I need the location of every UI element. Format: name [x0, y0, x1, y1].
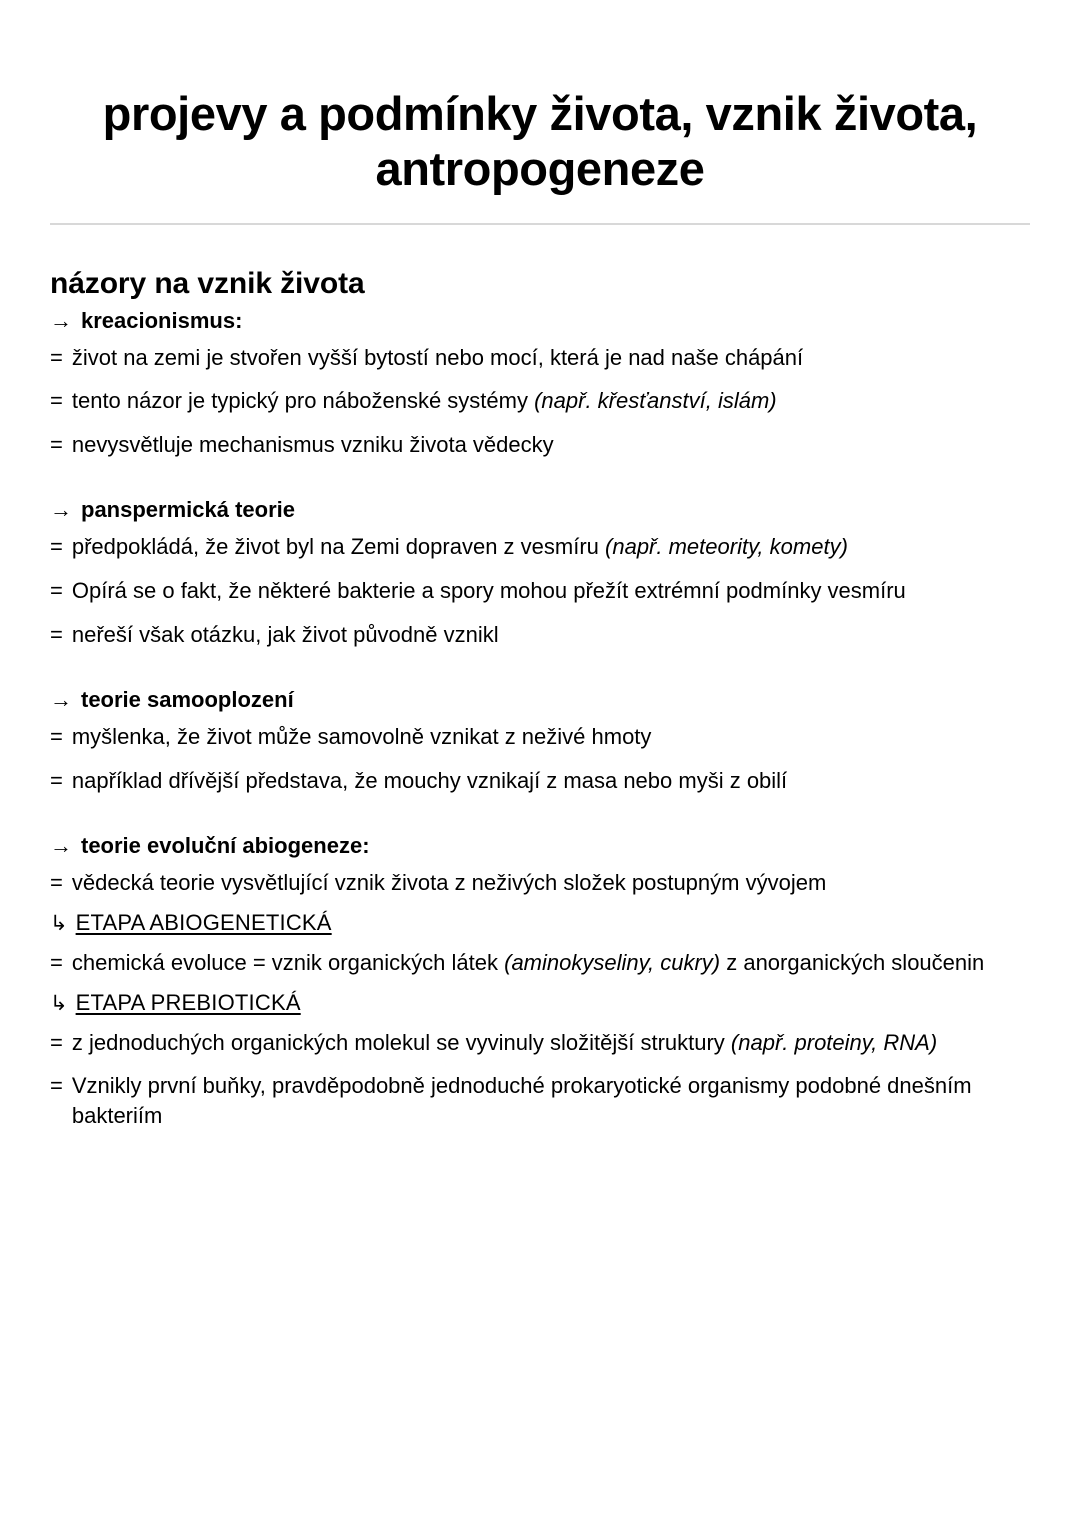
- bullet-line: [50, 1064, 1030, 1138]
- equals-marker: =: [50, 622, 63, 648]
- bullet-line: [50, 569, 1030, 613]
- equals-marker: =: [50, 344, 63, 370]
- group-heading-label: panspermická teorie: [81, 497, 295, 523]
- document-body: [50, 267, 1030, 1138]
- group-teorie-samooplozeni: [50, 686, 1030, 803]
- group-panspermicka-teorie: [50, 499, 1030, 657]
- bullet-line: [50, 336, 1030, 380]
- bullet-text: chemická evoluce = vznik organických látek (aminokyseliny, cukry) z anorganických sloučenin: [71, 949, 985, 975]
- right-arrow-icon: →: [50, 307, 72, 333]
- section-heading: názory na vznik života: [50, 266, 365, 300]
- bullet-line: [50, 613, 1030, 657]
- equals-marker: =: [50, 534, 63, 560]
- bullet-line: [50, 941, 1030, 985]
- bullet-text: tento názor je typický pro náboženské systémy (např. křesťanství, islám): [71, 388, 777, 414]
- bullet-text: z jednoduchých organických molekul se vyvinuly složitější struktury (např. proteiny, RNA): [71, 1029, 938, 1055]
- equals-marker: =: [50, 432, 63, 458]
- corner-arrow-icon: ↳: [50, 991, 68, 1015]
- right-arrow-icon: →: [50, 497, 72, 523]
- stage-heading: [50, 985, 1030, 1021]
- bullet-line: [50, 1021, 1030, 1065]
- bullet-text: myšlenka, že život může samovolně vznikat z neživé hmoty: [71, 723, 652, 749]
- corner-arrow-icon: ↳: [50, 911, 68, 935]
- group-heading-label: teorie samooplození: [81, 686, 294, 712]
- equals-marker: =: [50, 578, 63, 604]
- bullet-text: neřeší však otázku, jak život původně vznikl: [71, 622, 499, 648]
- bullet-line: [50, 715, 1030, 759]
- bullet-text: Vznikly první buňky, pravděpodobně jednoduché prokaryotické organismy podobné dnešním bakteriím: [71, 1073, 972, 1129]
- bullet-text: předpokládá, že život byl na Zemi dopraven z vesmíru (např. meteority, komety): [71, 534, 848, 560]
- stage-label: ETAPA PREBIOTICKÁ: [75, 989, 301, 1015]
- right-arrow-icon: →: [50, 832, 72, 858]
- title-divider: [50, 223, 1030, 225]
- group-heading: [50, 307, 1030, 333]
- group-heading: [50, 832, 1030, 858]
- right-arrow-icon: →: [50, 686, 72, 712]
- bullet-line: [50, 379, 1030, 423]
- bullet-text: například dřívější představa, že mouchy vznikají z masa nebo myši z obilí: [71, 767, 788, 793]
- group-teorie-evolucni-abiogeneze: [50, 832, 1030, 1139]
- equals-marker: =: [50, 869, 63, 895]
- section-spacer: [50, 803, 1030, 835]
- bullet-line: [50, 759, 1030, 803]
- bullet-text: vědecká teorie vysvětlující vznik života z neživých složek postupným vývojem: [71, 869, 827, 895]
- bullet-text: život na zemi je stvořen vyšší bytostí nebo mocí, která je nad naše chápání: [71, 344, 804, 370]
- stage-heading: [50, 905, 1030, 941]
- group-heading-label: teorie evoluční abiogeneze:: [81, 832, 370, 858]
- bullet-line: [50, 423, 1030, 467]
- group-heading-label: kreacionismus:: [81, 307, 243, 333]
- section-spacer: [50, 467, 1030, 499]
- equals-marker: =: [50, 949, 63, 975]
- bullet-line: [50, 525, 1030, 569]
- group-heading: [50, 686, 1030, 712]
- section-spacer: [50, 657, 1030, 689]
- equals-marker: =: [50, 767, 63, 793]
- group-kreacionismus: [50, 307, 1030, 468]
- equals-marker: =: [50, 388, 63, 414]
- bullet-line: [50, 861, 1030, 905]
- stage-label: ETAPA ABIOGENETICKÁ: [75, 909, 332, 935]
- bullet-text: nevysvětluje mechanismus vzniku života vědecky: [71, 432, 554, 458]
- group-heading: [50, 499, 1030, 521]
- equals-marker: =: [50, 1073, 63, 1099]
- equals-marker: =: [50, 723, 63, 749]
- page-title: projevy a podmínky života, vznik života, antropogeneze: [102, 87, 978, 196]
- bullet-text: Opírá se o fakt, že některé bakterie a spory mohou přežít extrémní podmínky vesmíru: [71, 578, 906, 604]
- equals-marker: =: [50, 1029, 63, 1055]
